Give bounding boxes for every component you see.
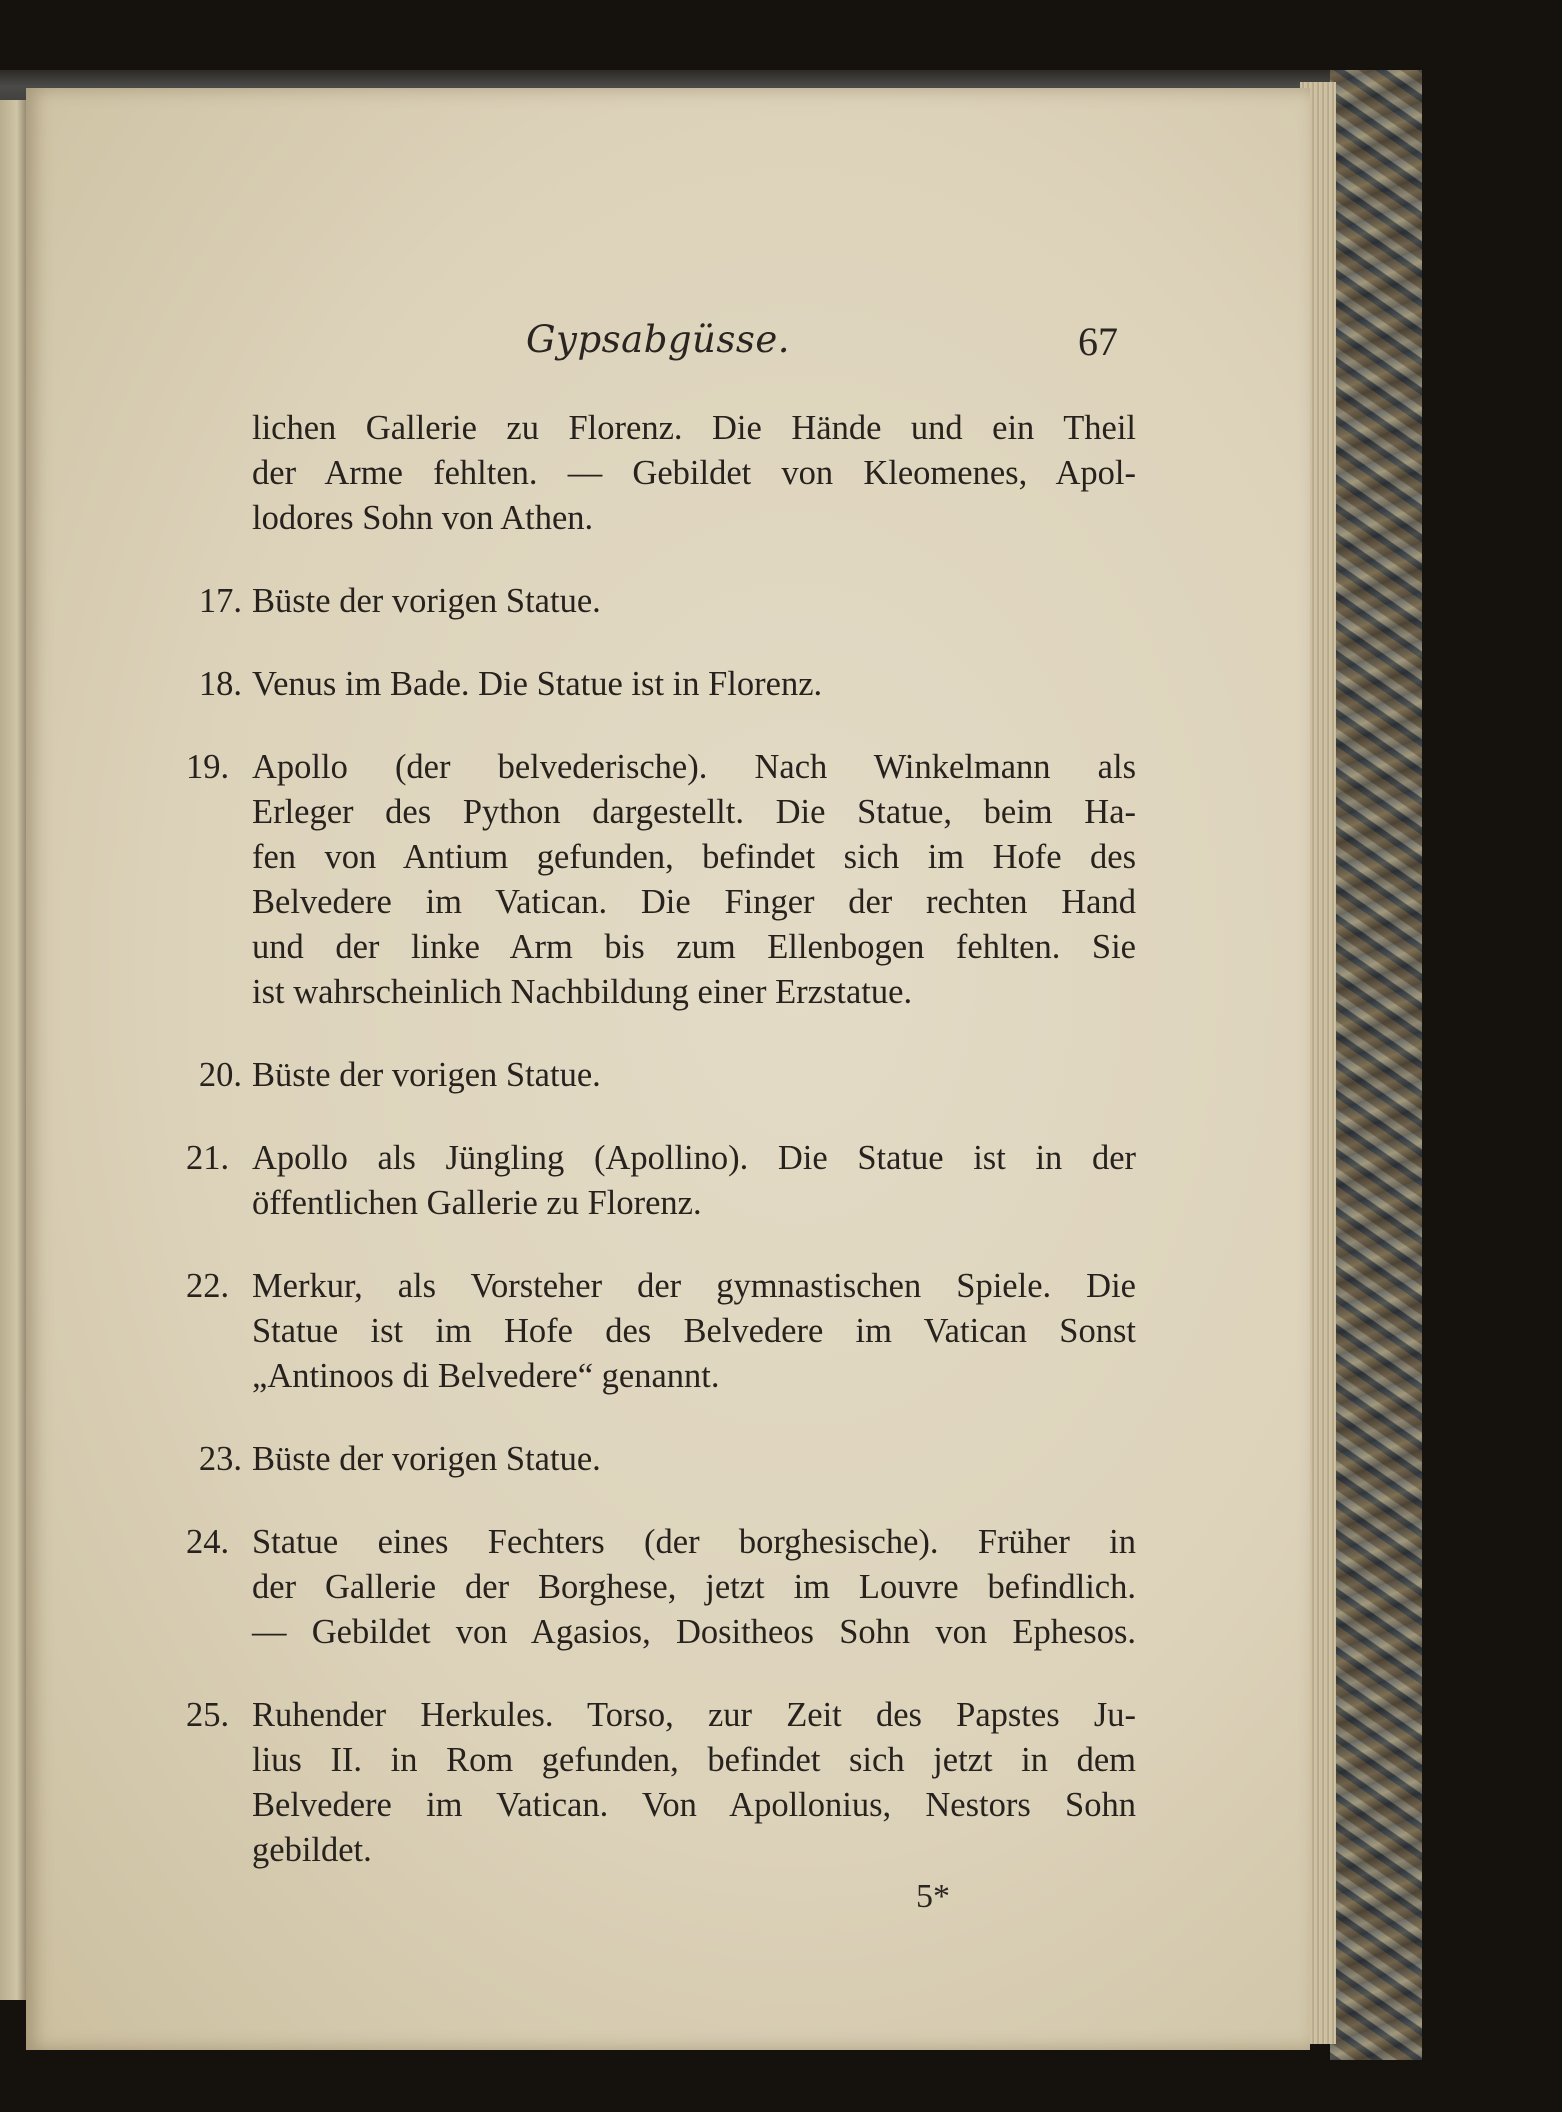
text-line: Belvedere im Vatican. Die Finger der rechten Hand bbox=[252, 883, 1136, 921]
text-line: lichen Gallerie zu Florenz. Die Hände und ein Theil bbox=[252, 409, 1136, 447]
text-line: Büste der vorigen Statue. bbox=[252, 582, 601, 620]
text-line: Erleger des Python dargestellt. Die Statue, beim Ha- bbox=[252, 793, 1136, 831]
text-line: Belvedere im Vatican. Von Apollonius, Nestors Sohn bbox=[252, 1786, 1136, 1824]
entry-number: 20. bbox=[198, 1056, 242, 1094]
text-line: der Arme fehlten. — Gebildet von Kleomenes, Apol- bbox=[252, 454, 1136, 492]
text-line: gebildet. bbox=[252, 1831, 372, 1869]
signature-mark: 5* bbox=[916, 1878, 950, 1915]
entry-18 bbox=[186, 662, 1136, 707]
text-line: Büste der vorigen Statue. bbox=[252, 1440, 601, 1478]
text-line: Apollo (der belvederische). Nach Winkelmann als bbox=[252, 748, 1136, 786]
running-head bbox=[526, 318, 1126, 378]
entry-number: 19. bbox=[186, 748, 230, 786]
paragraph-continuation bbox=[186, 406, 1136, 541]
previous-page-edge bbox=[0, 100, 28, 2000]
text-line: öffentlichen Gallerie zu Florenz. bbox=[252, 1184, 702, 1222]
entry-number: 23. bbox=[198, 1440, 242, 1478]
entry-19 bbox=[186, 745, 1136, 1015]
text-line: ist wahrscheinlich Nachbildung einer Erzstatue. bbox=[252, 973, 913, 1011]
entry-number: 21. bbox=[186, 1139, 230, 1177]
text-line: Statue eines Fechters (der borghesische). Früher in bbox=[252, 1523, 1136, 1561]
entry-23 bbox=[186, 1437, 1136, 1482]
running-title: Gypsabgüsse. bbox=[526, 318, 791, 361]
text-line: — Gebildet von Agasios, Dositheos Sohn von Ephesos. bbox=[252, 1613, 1136, 1651]
text-line: der Gallerie der Borghese, jetzt im Louvre befindlich. bbox=[252, 1568, 1136, 1606]
text-line: Statue ist im Hofe des Belvedere im Vatican Sonst bbox=[252, 1312, 1136, 1350]
text-line: „Antinoos di Belvedere“ genannt. bbox=[252, 1357, 720, 1395]
text-line: lodores Sohn von Athen. bbox=[252, 499, 594, 537]
entry-21 bbox=[186, 1136, 1136, 1226]
text-line: Venus im Bade. Die Statue ist in Florenz. bbox=[252, 665, 823, 703]
entry-number: 24. bbox=[186, 1523, 230, 1561]
entry-22 bbox=[186, 1264, 1136, 1399]
entry-number: 17. bbox=[198, 582, 242, 620]
text-line: fen von Antium gefunden, befindet sich im Hofe des bbox=[252, 838, 1136, 876]
entry-number: 25. bbox=[186, 1696, 230, 1734]
entry-24 bbox=[186, 1520, 1136, 1655]
text-line: Ruhender Herkules. Torso, zur Zeit des Papstes Ju- bbox=[252, 1696, 1136, 1734]
text-line: Büste der vorigen Statue. bbox=[252, 1056, 601, 1094]
text-line: Merkur, als Vorsteher der gymnastischen Spiele. Die bbox=[252, 1267, 1136, 1305]
entry-number: 22. bbox=[186, 1267, 230, 1305]
text-line: Apollo als Jüngling (Apollino). Die Statue ist in der bbox=[252, 1139, 1136, 1177]
entry-number: 18. bbox=[198, 665, 242, 703]
book-page bbox=[26, 88, 1310, 2050]
entry-25 bbox=[186, 1693, 1136, 1873]
entry-17 bbox=[186, 579, 1136, 624]
page-number: 67 bbox=[1078, 319, 1118, 364]
text-line: und der linke Arm bis zum Ellenbogen fehlten. Sie bbox=[252, 928, 1136, 966]
entry-20 bbox=[186, 1053, 1136, 1098]
text-line: lius II. in Rom gefunden, befindet sich jetzt in dem bbox=[252, 1741, 1136, 1779]
body-text bbox=[186, 406, 1136, 1873]
marbled-cover bbox=[1330, 70, 1422, 2060]
